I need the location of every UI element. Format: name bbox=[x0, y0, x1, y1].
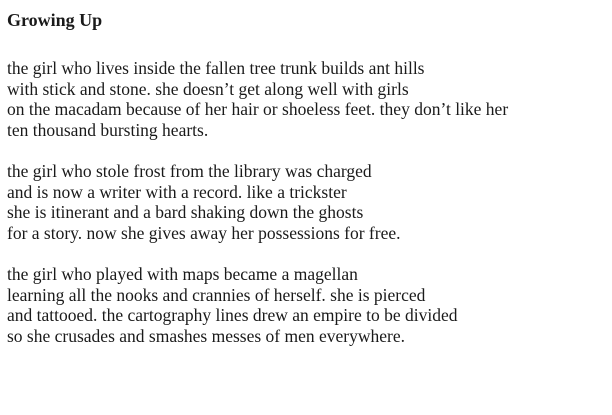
poem-line: and is now a writer with a record. like a trickster bbox=[7, 181, 347, 202]
poem-line: with stick and stone. she doesn’t get along well with girls bbox=[7, 78, 409, 99]
poem-line: the girl who lives inside the fallen tree trunk builds ant hills bbox=[7, 58, 425, 78]
stanza-1 bbox=[7, 58, 607, 140]
poem-line: the girl who stole frost from the library was charged bbox=[7, 161, 372, 181]
poem-page bbox=[7, 8, 607, 367]
poem-line: for a story. now she gives away her possessions for free. bbox=[7, 222, 401, 243]
poem-line: ten thousand bursting hearts. bbox=[7, 119, 209, 140]
poem-line: the girl who played with maps became a magellan bbox=[7, 264, 358, 284]
poem-line: so she crusades and smashes messes of men everywhere. bbox=[7, 325, 406, 346]
stanza-3 bbox=[7, 264, 607, 346]
poem-title: Growing Up bbox=[7, 10, 103, 30]
poem-line: on the macadam because of her hair or shoeless feet. they don’t like her bbox=[7, 99, 509, 119]
poem-line: learning all the nooks and crannies of herself. she is pierced bbox=[7, 284, 426, 305]
poem-line: she is itinerant and a bard shaking down the ghosts bbox=[7, 202, 364, 222]
stanza-2 bbox=[7, 161, 607, 243]
poem-line: and tattooed. the cartography lines drew an empire to be divided bbox=[7, 305, 458, 325]
